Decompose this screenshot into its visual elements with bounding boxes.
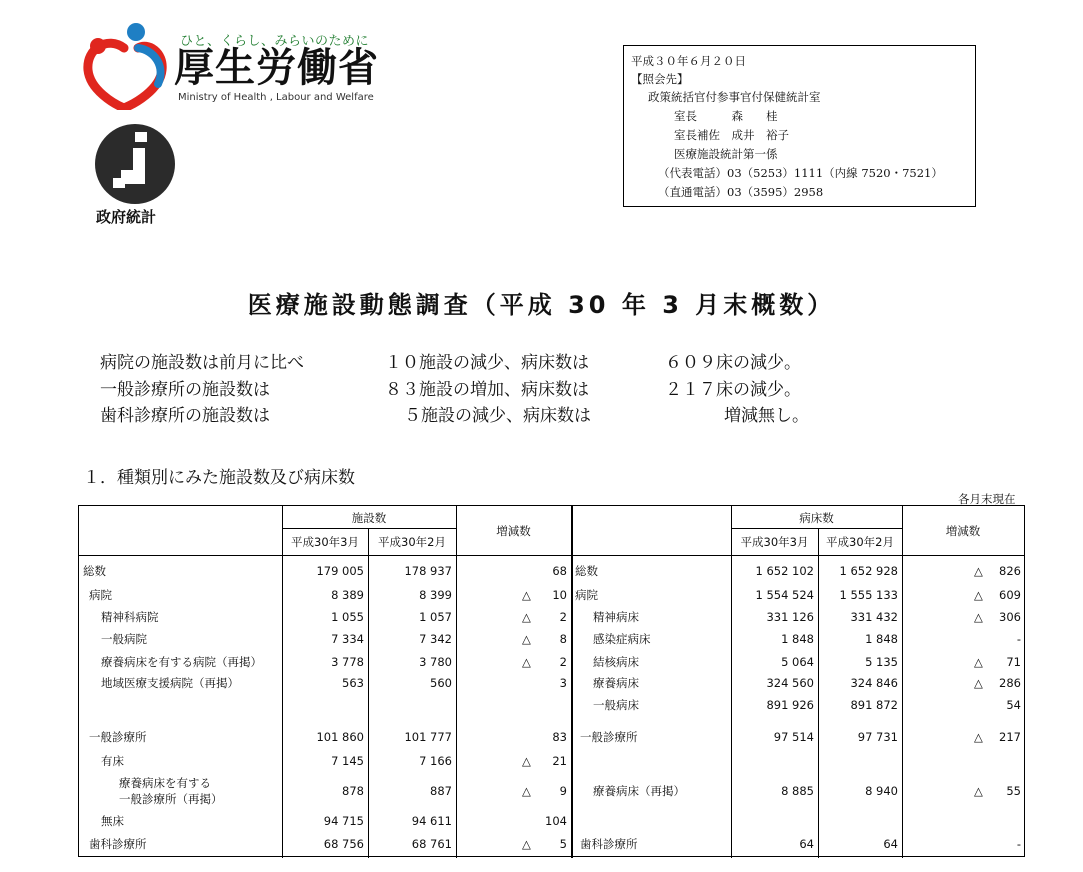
row-label: 歯科診療所 [580, 837, 638, 851]
cell-march: 7 145 [331, 754, 364, 768]
cell-march: 891 926 [766, 698, 814, 712]
cell-change: 306 [999, 610, 1021, 624]
row-label: 精神病床 [593, 610, 639, 624]
decrease-mark: △ [522, 610, 531, 624]
decrease-mark: △ [974, 730, 983, 744]
government-statistics-label: 政府統計 [96, 208, 157, 226]
contact-unit: 医療施設統計第一係 [674, 147, 778, 161]
facility-count-header: 施設数 [351, 511, 387, 525]
decrease-mark: △ [522, 655, 531, 669]
col-header-february: 平成30年2月 [378, 535, 446, 549]
row-label: 結核病床 [593, 655, 639, 669]
decrease-mark: △ [974, 784, 983, 798]
row-label: 総数 [575, 564, 598, 578]
cell-march: 563 [342, 676, 364, 690]
decrease-mark: △ [522, 632, 531, 646]
cell-march: 1 055 [331, 610, 364, 624]
cell-change: 286 [999, 676, 1021, 690]
cell-february: 891 872 [850, 698, 898, 712]
row-label: 感染症病床 [593, 632, 651, 646]
summary-facility: ５施設の減少、病床数は [404, 406, 591, 426]
release-date: 平成３０年６月２０日 [631, 54, 746, 68]
ministry-name-english: Ministry of Health , Labour and Welfare [178, 92, 374, 103]
summary-facility: １０施設の減少、病床数は [385, 353, 589, 373]
cell-february: 560 [430, 676, 452, 690]
cell-change: - [1016, 632, 1021, 646]
decrease-mark: △ [522, 837, 531, 851]
table-divider [571, 506, 573, 858]
summary-label: 一般診療所の施設数は [100, 380, 270, 400]
cell-february: 1 057 [419, 610, 452, 624]
summary-beds: ６０９床の減少。 [665, 353, 801, 373]
cell-february: 1 652 928 [839, 564, 898, 578]
ministry-name: 厚生労働省 [174, 45, 379, 91]
cell-february: 178 937 [404, 564, 452, 578]
summary-label: 病院の施設数は前月に比べ [100, 353, 304, 373]
cell-march: 179 005 [316, 564, 364, 578]
change-header: 増減数 [496, 524, 531, 538]
contact-main-phone: （代表電話）03（5253）1111（内線 7520・7521） [658, 166, 943, 180]
cell-february: 1 848 [865, 632, 898, 646]
row-label: 療養病床を有する [119, 776, 211, 790]
decrease-mark: △ [522, 784, 531, 798]
cell-march: 64 [799, 837, 814, 851]
row-label: 地域医療支援病院（再掲） [101, 676, 239, 690]
decrease-mark: △ [974, 564, 983, 578]
cell-march: 3 778 [331, 655, 364, 669]
cell-change: 2 [559, 655, 567, 669]
table-divider [79, 555, 1024, 556]
cell-march: 8 885 [781, 784, 814, 798]
cell-change: 826 [999, 564, 1021, 578]
col-header-march: 平成30年3月 [740, 535, 809, 549]
cell-change: 68 [552, 564, 567, 578]
page-title: 医療施設動態調査（平成 30 年 3 月末概数） [247, 291, 836, 319]
decrease-mark: △ [974, 676, 983, 690]
row-label: 一般病院 [101, 632, 147, 646]
cell-change: 9 [559, 784, 567, 798]
table-divider [731, 528, 902, 529]
row-label: 有床 [101, 754, 124, 768]
cell-february: 331 432 [850, 610, 898, 624]
contact-office: 政策統括官付参事官付保健統計室 [648, 90, 821, 104]
col-header-february: 平成30年2月 [826, 535, 894, 549]
cell-february: 1 555 133 [839, 588, 898, 602]
row-label: 歯科診療所 [89, 837, 147, 851]
cell-march: 331 126 [766, 610, 814, 624]
cell-change: 55 [1006, 784, 1021, 798]
row-label: 病院 [575, 588, 598, 602]
row-label-line2: 一般診療所（再掲） [119, 792, 223, 806]
cell-february: 887 [430, 784, 452, 798]
contact-deputy: 室長補佐 成井 裕子 [674, 128, 789, 142]
cell-february: 64 [883, 837, 898, 851]
section-heading: １．種類別にみた施設数及び病床数 [83, 468, 355, 488]
cell-change: 83 [552, 730, 567, 744]
cell-change: 104 [545, 814, 567, 828]
table-divider [282, 528, 456, 529]
cell-february: 68 761 [411, 837, 452, 851]
row-label: 総数 [83, 564, 106, 578]
row-label: 精神科病院 [101, 610, 159, 624]
decrease-mark: △ [974, 655, 983, 669]
contact-direct-phone: （直通電話）03（3595）2958 [658, 185, 824, 199]
cell-february: 3 780 [419, 655, 452, 669]
cell-change: 5 [559, 837, 567, 851]
row-label: 無床 [101, 814, 124, 828]
col-header-march: 平成30年3月 [291, 535, 359, 549]
cell-february: 5 135 [865, 655, 898, 669]
summary-beds: 増減無し。 [724, 406, 809, 426]
cell-march: 878 [342, 784, 364, 798]
cell-march: 68 756 [323, 837, 364, 851]
decrease-mark: △ [522, 754, 531, 768]
cell-march: 94 715 [323, 814, 364, 828]
row-label: 一般診療所 [580, 730, 638, 744]
cell-change: 609 [999, 588, 1021, 602]
ministry-logo-icon [78, 18, 170, 110]
cell-march: 324 560 [766, 676, 814, 690]
decrease-mark: △ [974, 610, 983, 624]
decrease-mark: △ [522, 588, 531, 602]
government-statistics-icon [95, 124, 175, 204]
cell-march: 101 860 [316, 730, 364, 744]
cell-change: 3 [559, 676, 567, 690]
cell-february: 324 846 [850, 676, 898, 690]
contact-chief: 室長 森 桂 [674, 109, 778, 123]
bed-count-header: 病床数 [799, 511, 834, 525]
row-label: 一般診療所 [89, 730, 147, 744]
summary-facility: ８３施設の増加、病床数は [385, 380, 589, 400]
cell-change: 8 [559, 632, 567, 646]
change-header: 増減数 [945, 524, 981, 538]
as-of-note: 各月末現在 [958, 492, 1016, 506]
table-divider [818, 529, 819, 858]
cell-february: 7 166 [419, 754, 452, 768]
cell-march: 1 848 [781, 632, 814, 646]
cell-march: 8 389 [331, 588, 364, 602]
contact-heading: 【照会先】 [631, 72, 689, 86]
cell-february: 97 731 [857, 730, 898, 744]
row-label: 療養病床 [593, 676, 639, 690]
cell-february: 7 342 [419, 632, 452, 646]
summary-label: 歯科診療所の施設数は [100, 406, 270, 426]
cell-march: 1 652 102 [755, 564, 814, 578]
cell-february: 94 611 [411, 814, 452, 828]
cell-change: 54 [1006, 698, 1021, 712]
cell-february: 8 399 [419, 588, 452, 602]
cell-february: 101 777 [404, 730, 452, 744]
row-label: 療養病床を有する病院（再掲） [101, 655, 262, 669]
statistics-table [78, 505, 1025, 857]
contact-info-box [623, 45, 976, 207]
row-label: 病院 [89, 588, 112, 602]
decrease-mark: △ [974, 588, 983, 602]
cell-change: 10 [552, 588, 567, 602]
cell-march: 1 554 524 [755, 588, 814, 602]
cell-change: 21 [552, 754, 567, 768]
row-label: 療養病床（再掲） [593, 784, 685, 798]
row-label: 一般病床 [593, 698, 639, 712]
cell-march: 5 064 [781, 655, 814, 669]
summary-beds: ２１７床の減少。 [665, 380, 801, 400]
cell-change: 71 [1006, 655, 1021, 669]
cell-change: 2 [559, 610, 567, 624]
cell-march: 7 334 [331, 632, 364, 646]
ministry-tagline: ひと、くらし、みらいのために [180, 34, 370, 49]
cell-march: 97 514 [773, 730, 814, 744]
cell-change: 217 [999, 730, 1021, 744]
cell-february: 8 940 [865, 784, 898, 798]
cell-change: - [1016, 837, 1021, 851]
